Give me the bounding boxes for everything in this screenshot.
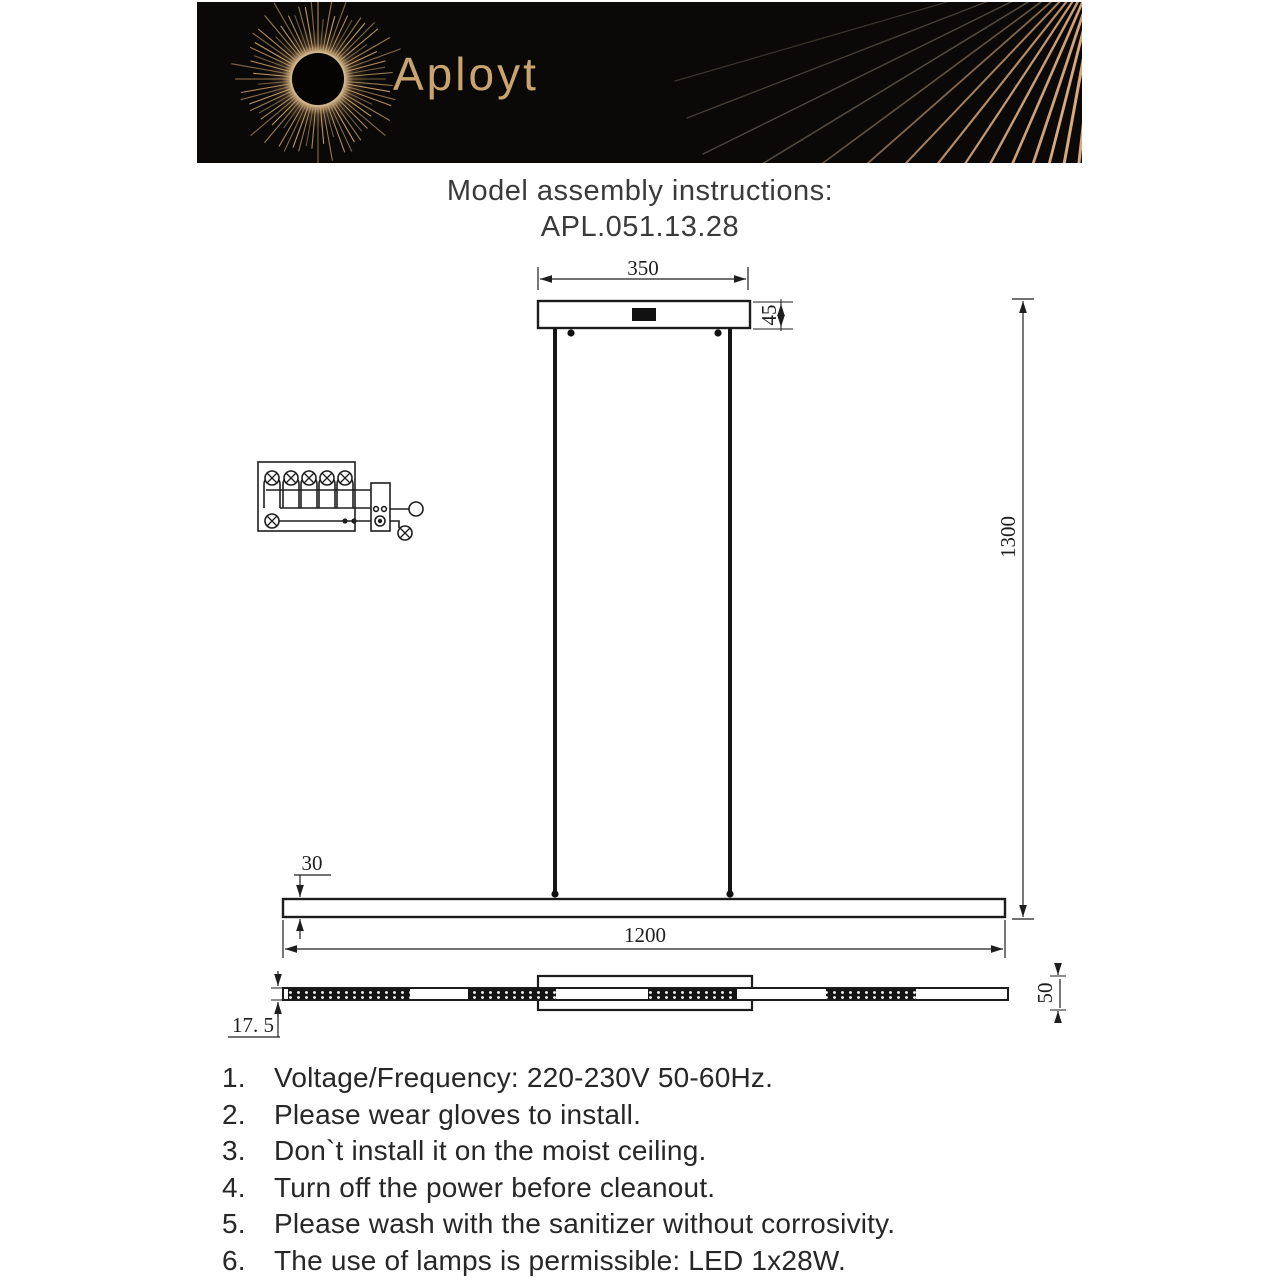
assembly-diagram: [180, 250, 1080, 1060]
instruction-number: 4.: [222, 1171, 246, 1203]
dim-profile-thickness: 17. 5: [232, 1013, 274, 1037]
suspension-rods: [551, 328, 733, 898]
dim-bar-thickness: 30: [301, 851, 323, 875]
dim-canopy-height: 45: [757, 304, 781, 326]
ceiling-canopy: [538, 301, 750, 337]
canopy-connector-block: [632, 308, 656, 321]
header-decor: [197, 2, 1082, 163]
instruction-item: [222, 1243, 1062, 1280]
terminal-block: [371, 483, 390, 531]
canopy-screw-left: [567, 329, 574, 336]
instruction-number: 3.: [222, 1135, 246, 1167]
model-number: APL.051.13.28: [540, 211, 740, 243]
brand-header: [197, 2, 1082, 163]
plug-symbol: [409, 502, 423, 516]
lamp-bar-side-view: [283, 899, 1005, 917]
wiring-diagram: [258, 462, 423, 540]
page-title: Model assembly instructions:: [446, 175, 834, 207]
instruction-number: 6.: [222, 1244, 246, 1276]
instruction-text: Voltage/Frequency: 220-230V 50-60Hz.: [274, 1062, 774, 1093]
dim-profile-depth: 50: [1033, 982, 1057, 1004]
instruction-item: [222, 1060, 1062, 1097]
instruction-item: [222, 1170, 1062, 1207]
brand-name: Aployt: [393, 48, 539, 100]
sunburst-icon: [231, 2, 400, 163]
instruction-text: Turn off the power before cleanout.: [274, 1171, 716, 1203]
dim-suspension-length: 1300: [996, 516, 1020, 558]
instruction-text: Please wear gloves to install.: [274, 1098, 642, 1130]
instruction-number: 1.: [222, 1062, 246, 1093]
canopy-screw-right: [714, 329, 721, 336]
title-block: [0, 173, 1280, 245]
instruction-item: [222, 1206, 1062, 1243]
instruction-item: [222, 1133, 1062, 1170]
instruction-item: [222, 1097, 1062, 1134]
dim-canopy-width: 350: [627, 256, 659, 280]
instruction-text: Please wash with the sanitizer without corrosivity.: [274, 1208, 896, 1240]
instruction-number: 5.: [222, 1208, 246, 1240]
instruction-text: The use of lamps is permissible: LED 1x28W.: [274, 1244, 846, 1276]
lamp-bottom-view: [283, 976, 1008, 1010]
instruction-number: 2.: [222, 1098, 246, 1130]
dimension-lines: [228, 267, 1066, 1037]
corner-rays-icon: [675, 2, 1082, 163]
instruction-text: Don`t install it on the moist ceiling.: [274, 1135, 707, 1167]
dim-bar-length: 1200: [624, 923, 666, 947]
instruction-list: [222, 1060, 1062, 1280]
